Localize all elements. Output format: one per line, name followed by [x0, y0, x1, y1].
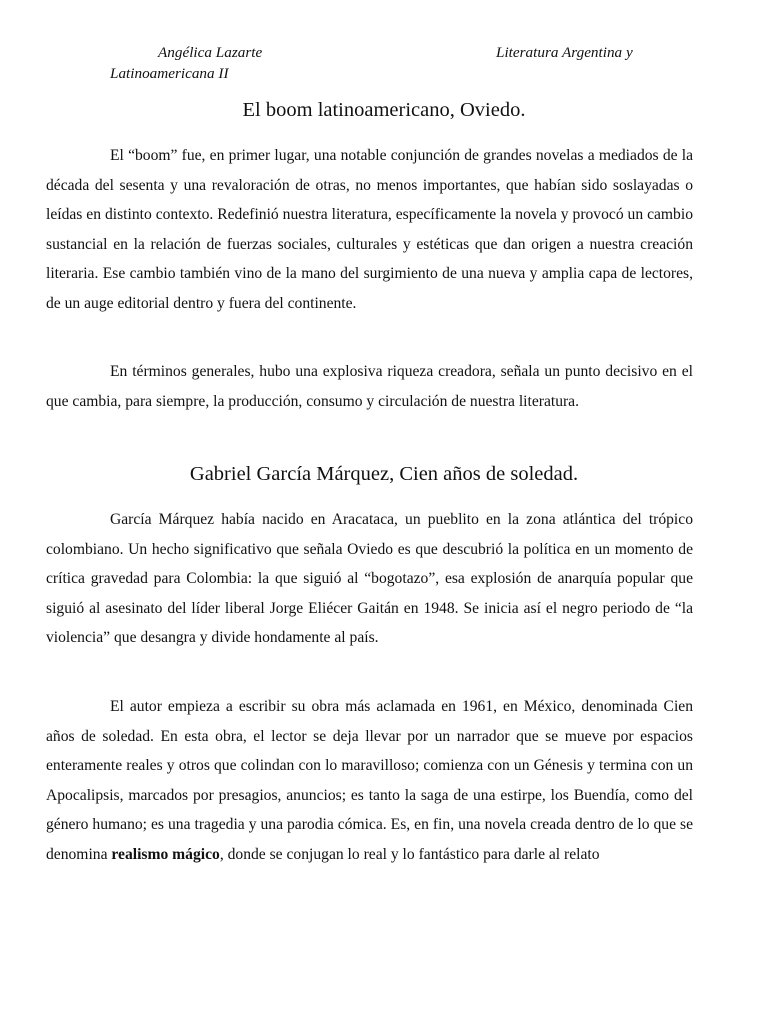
section-title-boom: El boom latinoamericano, Oviedo. [242, 99, 526, 121]
header-author: Angélica Lazarte [158, 44, 263, 61]
section-title-garcia-marquez: Gabriel García Márquez, Cien años de soledad. [189, 463, 579, 485]
paragraph-cien-anos [46, 692, 693, 869]
paragraph-boom-definition: El “boom” fue, en primer lugar, una notable conjunción de grandes novelas a mediados de la década del sesenta y una revaloración de otras, no menos importantes, que habían sido soslayadas o leídas en distinto contexto. Redefinió nuestra literatura, específicamente la novela y provocó un cambio sustancial en la relación de fuerzas sociales, culturales y estéticas que dan origen a nuestra creación literaria. Ese cambio también vino de la mano del surgimiento de una nueva y amplia capa de lectores, de un auge editorial dentro y fuera del continente. [46, 147, 693, 312]
paragraph-text: El autor empieza a escribir su obra más aclamada en 1961, en México, denominada Cien años de soledad. En esta obra, el lector se deja llevar por un narrador que se mueve por espacios enteramente reales y otros que colindan con lo maravilloso; comienza con un Génesis y termina con un Apocalipsis, marcados por presagios, anuncios; es tanto la saga de una estirpe, los Buendía, como del género humano; es una tragedia y una parodia cómica. Es, en fin, una novela creada dentro de lo que se denomina [46, 698, 693, 863]
header-course: Literatura Argentina y [496, 44, 633, 61]
paragraph-text-continued: , donde se conjugan lo real y lo fantástico para darle al relato [219, 845, 600, 863]
header-course-continued: Latinoamericana II [110, 65, 229, 82]
bold-term-realismo-magico: realismo mágico [111, 845, 220, 863]
paragraph-garcia-marquez-bio: García Márquez había nacido en Aracataca, un pueblito en la zona atlántica del trópico colombiano. Un hecho significativo que señala Oviedo es que descubrió la política en un momento de crítica gravedad para Colombia: la que siguió al “bogotazo”, esa explosión de anarquía popular que siguió al asesinato del líder liberal Jorge Eliécer Gaitán en 1948. Se inicia así el negro periodo de “la violencia” que desangra y divide hondamente al país. [46, 511, 693, 646]
paragraph-boom-summary: En términos generales, hubo una explosiva riqueza creadora, señala un punto decisivo en el que cambia, para siempre, la producción, consumo y circulación de nuestra literatura. [46, 363, 693, 410]
